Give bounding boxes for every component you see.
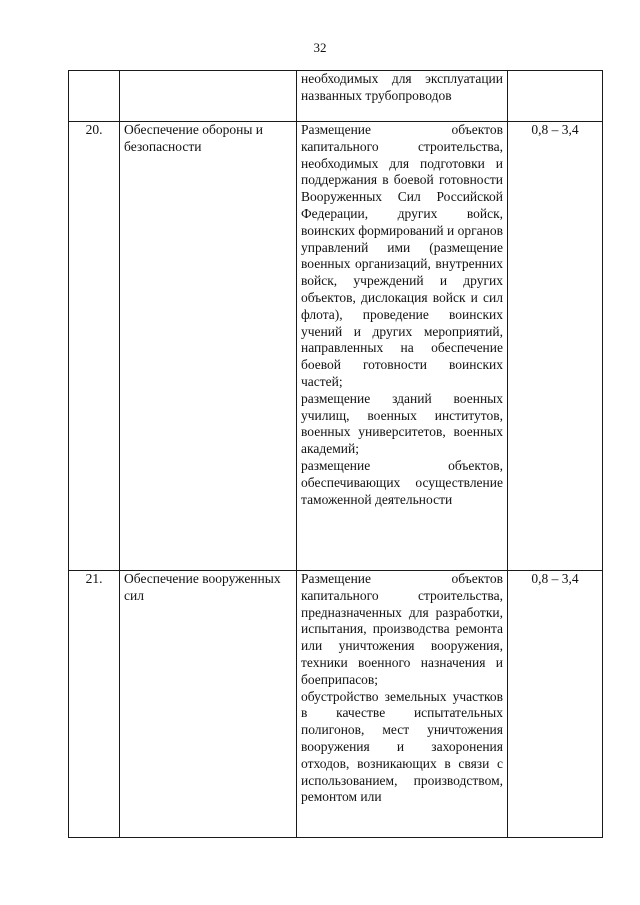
page-number: 32 — [313, 40, 327, 55]
description-paragraph: размещение объектов, обеспечивающих осуществление таможенной деятельности — [301, 457, 503, 507]
row-number-cell: 20. — [69, 122, 120, 571]
coefficient-cell: 0,8 – 3,4 — [508, 122, 603, 571]
description-paragraph: Размещение объектов капитального строительства, предназначенных для разработки, испытания, производства ремонта или уничтожения вооружения, техники военного назначения и боеприпасов; — [301, 571, 503, 687]
land-use-type-cell — [120, 71, 297, 122]
description-cell — [297, 71, 508, 122]
row-number-cell: 21. — [69, 571, 120, 838]
description-cell — [297, 122, 508, 571]
table-row — [69, 71, 603, 122]
row-number-cell — [69, 71, 120, 122]
description-paragraph: обустройство земельных участков в качестве испытательных полигонов, мест уничтожения вооружения и захоронения отходов, возникающих в связи с использованием, производством, ремонтом или — [301, 688, 503, 805]
land-use-type-cell: Обеспечение вооруженных сил — [120, 571, 297, 838]
coefficient-cell — [508, 71, 603, 122]
coefficient-cell: 0,8 – 3,4 — [508, 571, 603, 838]
land-use-table — [68, 70, 603, 838]
description-paragraph: необходимых для эксплуатации названных трубопроводов — [301, 71, 503, 103]
land-use-type-cell: Обеспечение обороны и безопасности — [120, 122, 297, 571]
description-paragraph: размещение зданий военных училищ, военных институтов, военных университетов, военных академий; — [301, 390, 503, 457]
table-row — [69, 571, 603, 838]
description-cell — [297, 571, 508, 838]
description-paragraph: Размещение объектов капитального строительства, необходимых для подготовки и поддержания в боевой готовности Вооруженных Сил Российской Федерации, других войск, воинских формирований и органов управлений ими (размещение военных организаций, внутренних войск, учреждений и других объектов, дислокация войск и сил флота), проведение воинских учений и других мероприятий, направленных на обеспечение боевой готовности воинских частей; — [301, 122, 503, 389]
table-row — [69, 122, 603, 571]
